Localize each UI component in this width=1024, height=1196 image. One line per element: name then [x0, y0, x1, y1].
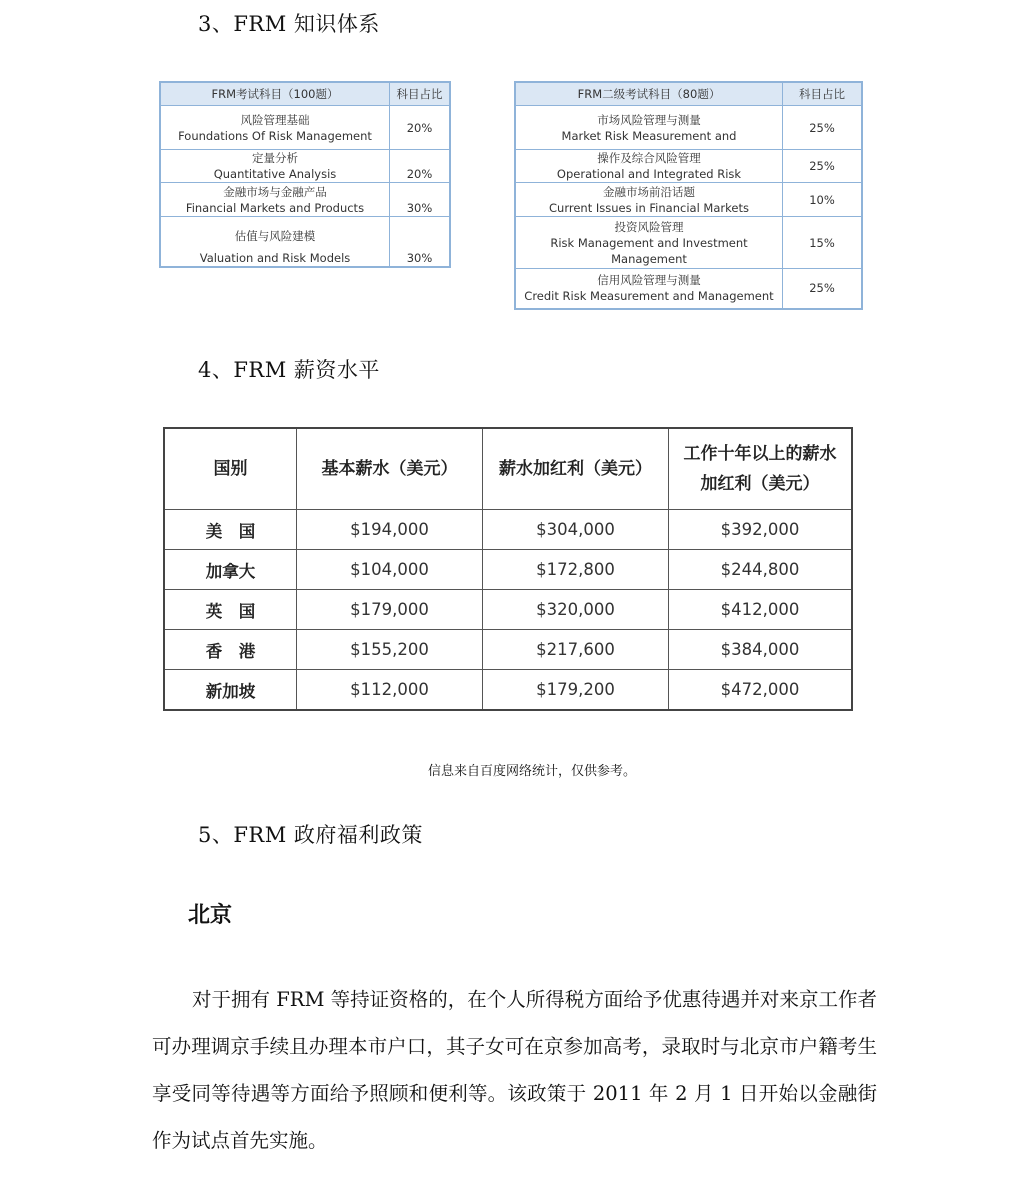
- bonus-salary-cell: $217,600: [483, 630, 669, 670]
- table-row: [160, 106, 450, 150]
- subject-en: Quantitative Analysis: [213, 167, 337, 181]
- bonus-salary-cell: $304,000: [483, 510, 669, 550]
- subject-cn: 估值与风险建模: [234, 228, 316, 243]
- country-cell: 新加坡: [164, 670, 297, 711]
- subject-en: Current Issues in Financial Markets: [549, 200, 749, 215]
- level1-header-subject: FRM考试科目（100题）: [160, 82, 390, 106]
- table-row: [160, 150, 450, 183]
- level1-header-ratio: 科目占比: [390, 82, 451, 106]
- salary-table: [163, 427, 853, 711]
- table-row: [515, 269, 862, 309]
- base-salary-cell: $155,200: [297, 630, 483, 670]
- subject-cn: 金融市场与金融产品: [223, 184, 327, 199]
- subject-en: Financial Markets and Products: [185, 200, 365, 215]
- table-row: [164, 670, 852, 711]
- subject-en: Risk Management and Investment Management: [550, 235, 748, 266]
- subject-cn: 投资风险管理: [614, 219, 684, 234]
- subject-cn: 操作及综合风险管理: [597, 151, 701, 165]
- base-salary-cell: $112,000: [297, 670, 483, 711]
- country-cell: 加拿大: [164, 550, 297, 590]
- bonus-salary-cell: $172,800: [483, 550, 669, 590]
- country-cell: 香 港: [164, 630, 297, 670]
- subject-cn: 金融市场前沿话题: [603, 184, 695, 199]
- ten-year-salary-cell: $384,000: [669, 630, 853, 670]
- subject-cn: 风险管理基础: [240, 112, 310, 127]
- subject-en: Foundations Of Risk Management: [178, 128, 372, 143]
- section-4-title: 4、FRM 薪资水平: [198, 358, 380, 382]
- table-row: [164, 510, 852, 550]
- subject-en: Credit Risk Measurement and Management: [524, 289, 774, 304]
- base-salary-cell: $179,000: [297, 590, 483, 630]
- subject-ratio: 25%: [783, 150, 863, 183]
- section-3-title: 3、FRM 知识体系: [198, 12, 380, 36]
- level2-exam-table: [514, 81, 863, 310]
- table-row: [515, 183, 862, 217]
- bonus-salary-cell: $320,000: [483, 590, 669, 630]
- subject-ratio: 25%: [783, 269, 863, 309]
- subject-ratio: 25%: [783, 106, 863, 150]
- ten-year-salary-cell: $412,000: [669, 590, 853, 630]
- country-cell: 英 国: [164, 590, 297, 630]
- subject-ratio: 30%: [390, 183, 451, 217]
- table-row: [164, 550, 852, 590]
- beijing-heading: 北京: [188, 903, 233, 928]
- table-row: [164, 630, 852, 670]
- level2-header-ratio: 科目占比: [783, 82, 863, 106]
- source-note: 信息来自百度网络统计，仅供参考。: [427, 764, 636, 779]
- subject-cn: 定量分析: [252, 151, 298, 165]
- salary-header-base: 基本薪水（美元）: [297, 428, 483, 510]
- salary-header-country: 国别: [164, 428, 297, 510]
- subject-ratio: 20%: [390, 150, 451, 183]
- subject-ratio: 10%: [783, 183, 863, 217]
- table-row: [515, 217, 862, 269]
- ten-year-salary-cell: $244,800: [669, 550, 853, 590]
- country-cell: 美 国: [164, 510, 297, 550]
- bonus-salary-cell: $179,200: [483, 670, 669, 711]
- table-row: [160, 183, 450, 217]
- ten-year-salary-cell: $392,000: [669, 510, 853, 550]
- subject-en: Market Risk Measurement and: [561, 128, 737, 143]
- table-row: [164, 590, 852, 630]
- subject-ratio: 15%: [783, 217, 863, 269]
- base-salary-cell: $104,000: [297, 550, 483, 590]
- subject-cn: 市场风险管理与测量: [597, 112, 701, 127]
- base-salary-cell: $194,000: [297, 510, 483, 550]
- salary-header-ten-year: 工作十年以上的薪水加红利（美元）: [669, 428, 853, 510]
- section-5-title: 5、FRM 政府福利政策: [198, 823, 423, 847]
- table-row: [160, 217, 450, 267]
- level2-header-subject: FRM二级考试科目（80题）: [515, 82, 783, 106]
- salary-header-bonus: 薪水加红利（美元）: [483, 428, 669, 510]
- subject-cn: 信用风险管理与测量: [597, 273, 701, 288]
- table-row: [515, 106, 862, 150]
- subject-en: Valuation and Risk Models: [199, 250, 351, 265]
- subject-en: Operational and Integrated Risk: [556, 167, 742, 181]
- ten-year-salary-cell: $472,000: [669, 670, 853, 711]
- subject-ratio: 20%: [390, 106, 451, 150]
- table-row: [515, 150, 862, 183]
- beijing-policy-paragraph: 对于拥有 FRM 等持证资格的，在个人所得税方面给予优惠待遇并对来京工作者可办理调京手续且办理本市户口，其子女可在京参加高考，录取时与北京市户籍考生享受同等待遇等方面给予照顾和便利等。该政策于 2011 年 2 月 1 日开始以金融街作为试点首先实施。: [152, 988, 877, 1152]
- subject-ratio: 30%: [390, 217, 451, 267]
- level1-exam-table: [159, 81, 451, 268]
